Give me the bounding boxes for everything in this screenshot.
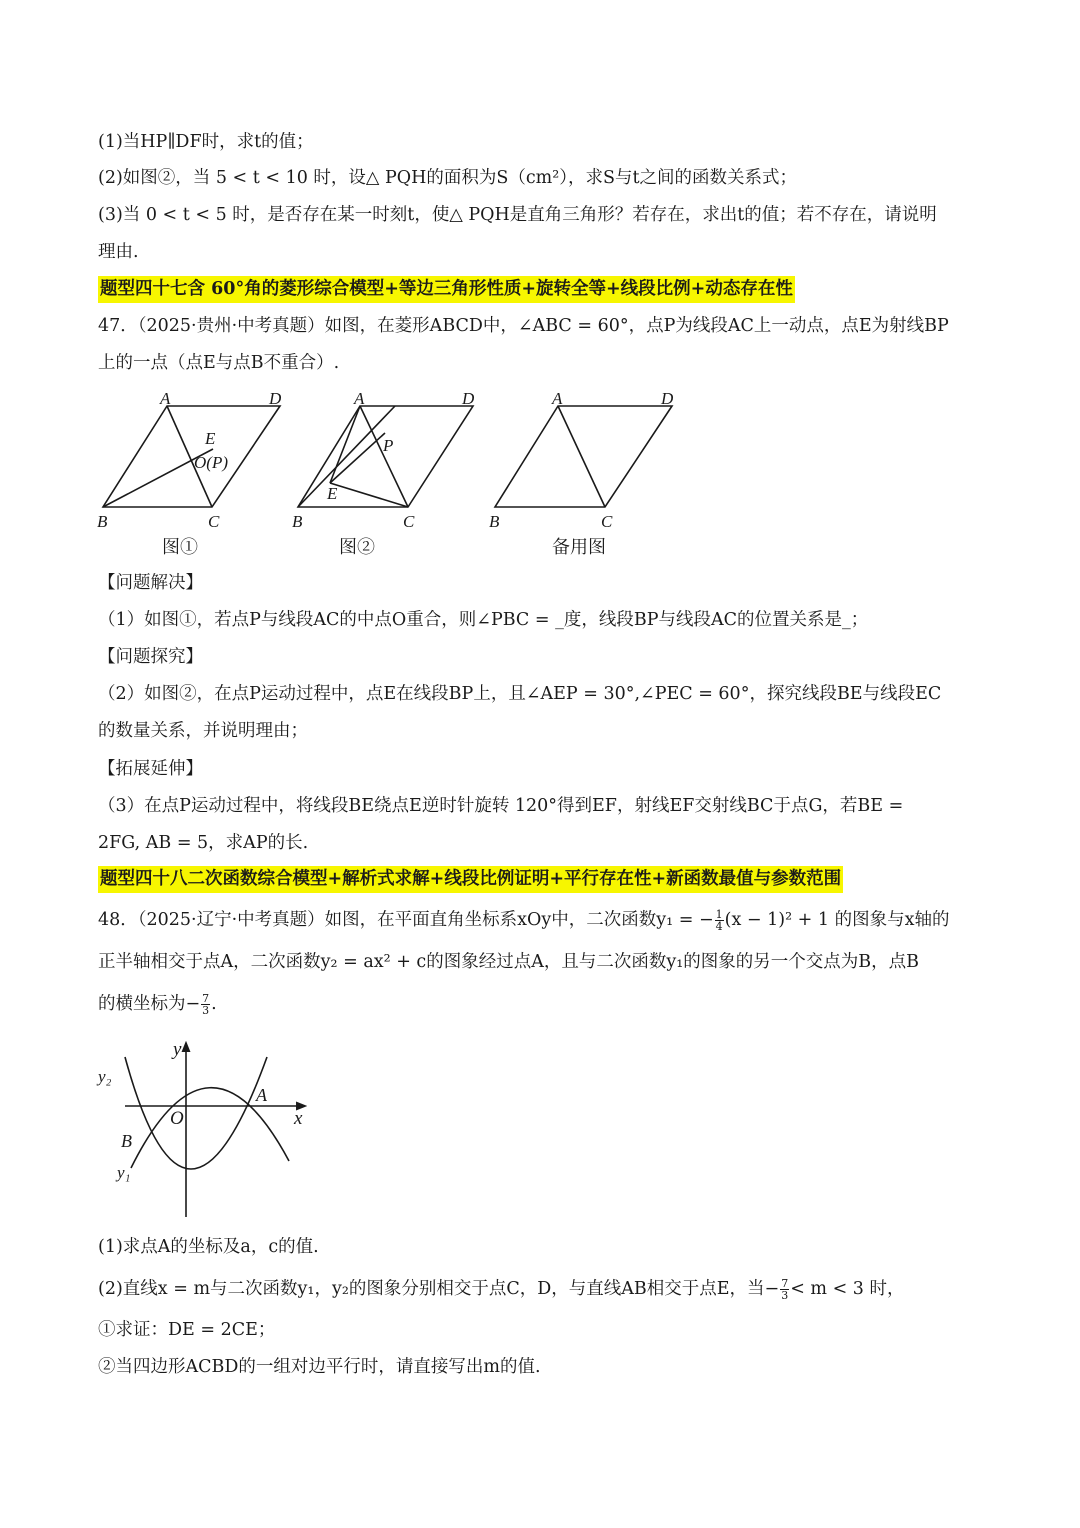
q48-frac-7-3 [201, 993, 210, 1016]
q47-section-problem-solving: 【问题解决】 [98, 573, 203, 593]
frac-numerator: 7 [781, 1277, 789, 1290]
graph-y2-label: y₂ [98, 1067, 112, 1086]
fig2-label-B: B [292, 512, 303, 530]
q48-part2-b: < m < 3 时， [790, 1279, 905, 1299]
fig1-label-E: E [205, 429, 216, 448]
type48-heading: 题型四十八二次函数综合模型+解析式求解+线段比例证明+平行存在性+新函数最值与参数范围 [98, 866, 843, 893]
q48-stem-line1 [98, 907, 949, 933]
graph-axis-x-label: x [294, 1108, 303, 1129]
q46-part3-line2: 理由. [98, 242, 139, 262]
frac-denominator: 4 [715, 920, 723, 933]
fig2-label-C: C [403, 512, 415, 530]
fig1-label-OP: O(P) [194, 453, 228, 472]
fig1-label-A: A [160, 389, 171, 408]
q46-part3-line1: (3)当 0 < t < 5 时，是否存在某一时刻t，使△ PQH是直角三角形？若存在，求出t的值；若不存在，请说明 [98, 205, 937, 225]
q48-stem-line1-a: 48．（2025·辽宁·中考真题）如图，在平面直角坐标系xOy中，二次函数y₁ = − [98, 910, 714, 930]
q47-section-problem-exploration: 【问题探究】 [98, 647, 203, 667]
fig1-label-C: C [208, 512, 220, 530]
q48-stem-line3-b: . [211, 994, 217, 1014]
q48-graph [95, 1035, 320, 1225]
q48-frac-1-4 [715, 909, 724, 932]
fig2-label-E: E [327, 484, 338, 503]
fig3-label-C: C [601, 512, 613, 530]
q48-part2-sub2: ②当四边形ACBD的一组对边平行时，请直接写出m的值. [98, 1357, 541, 1377]
fig3-label-B: B [489, 512, 500, 530]
fig1-label-B: B [97, 512, 108, 530]
q46-part1: (1)当HP∥DF时，求t的值； [98, 132, 314, 152]
fig2-label-P: P [383, 436, 394, 455]
q47-figure-3 [485, 385, 685, 530]
fig1-caption: 图① [162, 537, 198, 558]
q47-figure-2 [290, 385, 480, 530]
q48-part2-frac [780, 1278, 789, 1301]
q47-part2-line2: 的数量关系，并说明理由； [98, 721, 308, 741]
q48-stem-line3-a: 的横坐标为− [98, 994, 201, 1014]
graph-origin-label: O [170, 1108, 184, 1129]
q47-part2-line1: （2）如图②，在点P运动过程中，点E在线段BP上，且∠AEP = 30°,∠PEC = 60°，探究线段BE与线段EC [98, 684, 942, 704]
q48-stem-line3 [98, 991, 217, 1017]
fig2-label-D: D [462, 389, 475, 408]
q47-stem-line1: 47．（2025·贵州·中考真题）如图，在菱形ABCD中，∠ABC = 60°，点P为线段AC上一动点，点E为射线BP [98, 316, 949, 336]
q48-part2-a: (2)直线x = m与二次函数y₁，y₂的图象分别相交于点C，D，与直线AB相交于点E，当− [98, 1279, 780, 1299]
frac-numerator: 1 [715, 908, 723, 921]
q48-part2-sub1: ①求证：DE = 2CE； [98, 1320, 276, 1340]
graph-point-B-label: B [121, 1131, 132, 1151]
q46-part2: (2)如图②，当 5 < t < 10 时，设△ PQH的面积为S（cm²），求S与t之间的函数关系式； [98, 168, 797, 188]
graph-axis-y-label: y [173, 1039, 182, 1060]
fig2-caption: 图② [339, 537, 375, 558]
fig3-caption: 备用图 [552, 537, 606, 558]
fig3-label-A: A [552, 389, 563, 408]
frac-denominator: 3 [781, 1289, 789, 1302]
fig2-label-A: A [354, 389, 365, 408]
q47-part1: （1）如图①，若点P与线段AC的中点O重合，则∠PBC = _度，线段BP与线段AC的位置关系是_； [98, 610, 869, 630]
type47-heading: 题型四十七含 60°角的菱形综合模型+等边三角形性质+旋转全等+线段比例+动态存在性 [98, 276, 795, 303]
graph-point-A-label: A [256, 1085, 267, 1105]
graph-y1-label: y₁ [117, 1163, 131, 1182]
q47-stem-line2: 上的一点（点E与点B不重合）. [98, 353, 340, 373]
q48-part2 [98, 1276, 905, 1302]
q47-part3-line2: 2FG, AB = 5，求AP的长. [98, 833, 309, 853]
q47-part3-line1: （3）在点P运动过程中，将线段BE绕点E逆时针旋转 120°得到EF，射线EF交射线BC于点G，若BE = [98, 796, 904, 816]
frac-denominator: 3 [202, 1004, 210, 1017]
q47-section-extension: 【拓展延伸】 [98, 759, 203, 779]
frac-numerator: 7 [202, 992, 210, 1005]
q47-figure-1 [95, 385, 295, 530]
q48-stem-line1-b: (x − 1)² + 1 的图象与x轴的 [724, 910, 950, 930]
fig1-label-D: D [269, 389, 282, 408]
q48-part1: (1)求点A的坐标及a，c的值. [98, 1237, 319, 1257]
q48-stem-line2: 正半轴相交于点A，二次函数y₂ = ax² + c的图象经过点A，且与二次函数y₁的图象的另一个交点为B，点B [98, 952, 919, 972]
fig3-label-D: D [661, 389, 674, 408]
